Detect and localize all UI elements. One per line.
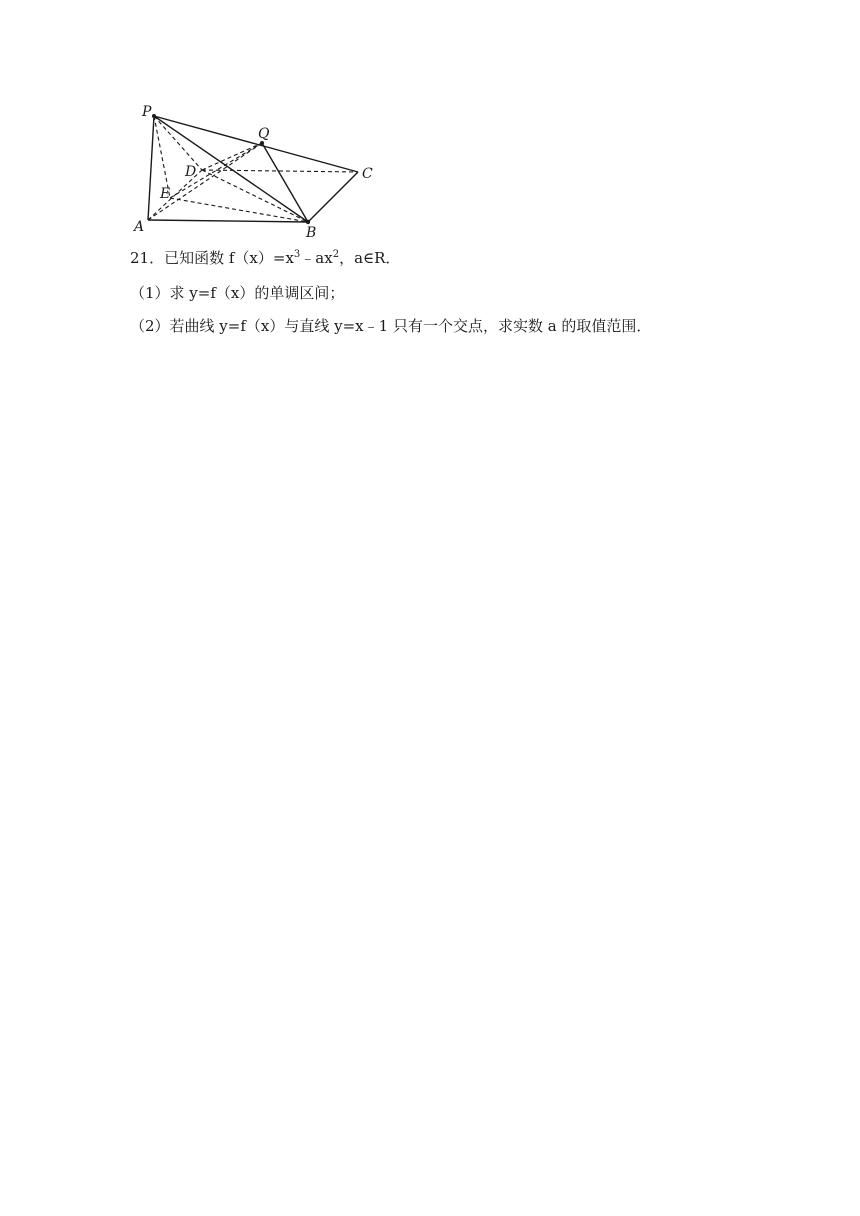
question-stem xyxy=(130,248,400,268)
label-q: Q xyxy=(258,126,270,142)
stem-suffix: ，a∈R． xyxy=(339,249,401,267)
label-a: A xyxy=(134,219,145,235)
edge-dc xyxy=(202,170,358,172)
edge-dq xyxy=(202,143,262,170)
question-part-2: （2）若曲线 y=f（x）与直线 y=x﹣1 只有一个交点，求实数 a 的取值范围． xyxy=(130,317,652,335)
edge-eb xyxy=(170,198,308,222)
pyramid-diagram xyxy=(128,100,388,240)
label-e: E xyxy=(160,186,171,202)
exponent-2: 2 xyxy=(332,249,340,260)
edge-pa xyxy=(148,116,154,220)
edge-pd xyxy=(154,116,202,170)
stem-mid: ﹣ax xyxy=(300,249,333,267)
label-d: D xyxy=(185,164,197,180)
question-number: 21． xyxy=(130,249,165,267)
vertex-b-dot xyxy=(306,220,310,224)
question-part-1: （1）求 y=f（x）的单调区间； xyxy=(130,284,345,302)
exponent-3: 3 xyxy=(293,249,301,260)
pyramid-figure xyxy=(128,100,388,240)
edge-bc xyxy=(308,172,358,222)
edge-pb xyxy=(154,116,308,222)
label-c: C xyxy=(362,166,373,182)
edge-ab xyxy=(148,220,308,222)
label-b: B xyxy=(306,225,317,240)
edge-aq xyxy=(148,143,262,220)
stem-prefix: 已知函数 f（x）=x xyxy=(164,249,294,267)
label-p: P xyxy=(142,104,152,120)
vertex-p-dot xyxy=(152,114,156,118)
